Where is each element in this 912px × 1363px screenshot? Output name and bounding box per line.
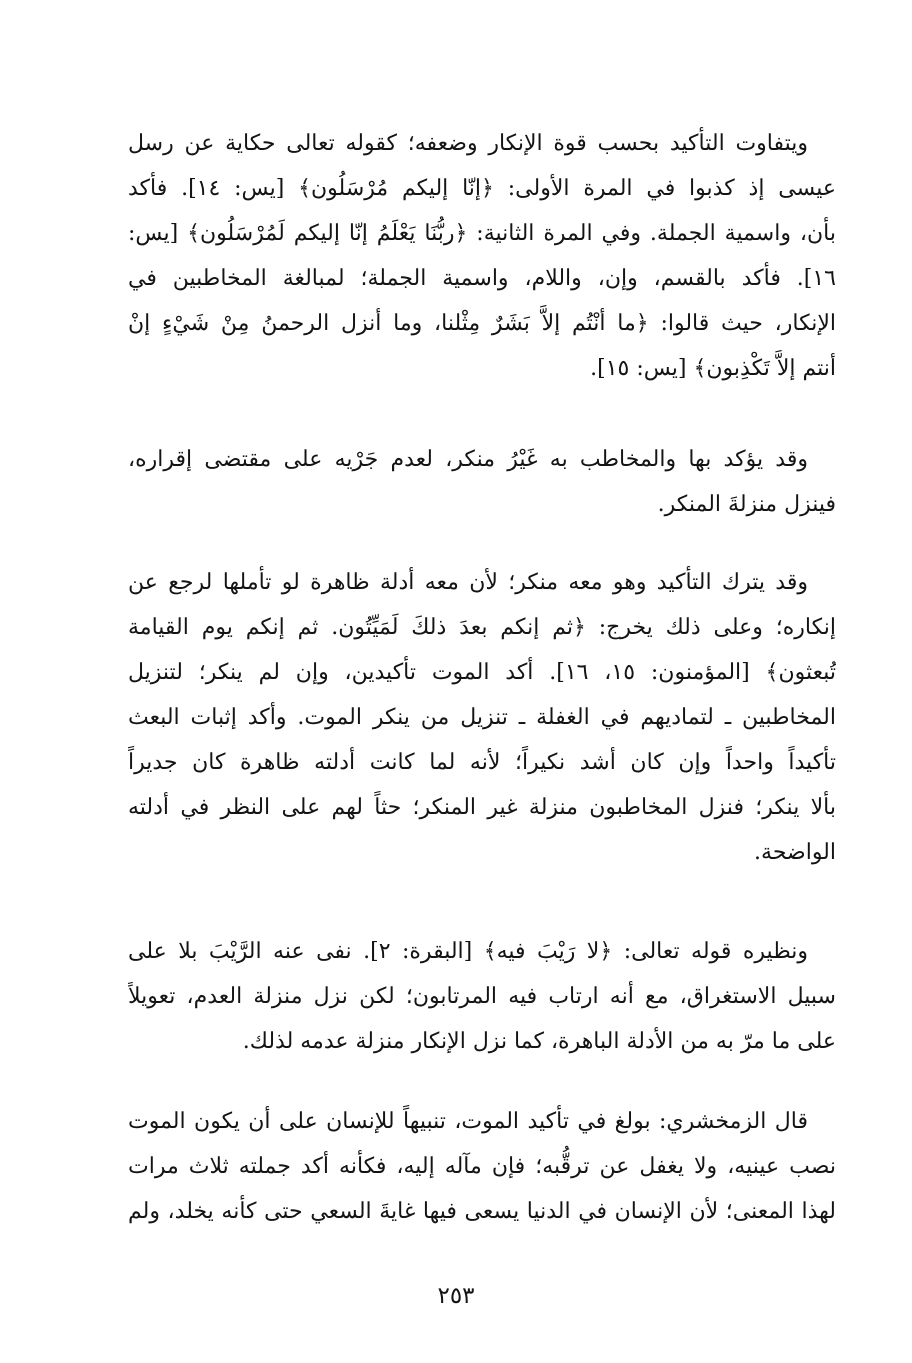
text-line: تأكيداً واحداً وإن كان أشد نكيراً؛ لأنه لما كانت أدلته ظاهرة كان جديراً — [128, 750, 836, 775]
text-line: لهذا المعنى؛ لأن الإنسان في الدنيا يسعى فيها غايةَ السعي حتى كأنه يخلد، ولم — [128, 1199, 836, 1224]
text-line: سبيل الاستغراق، مع أنه ارتاب فيه المرتابون؛ لكن نزل منزلة العدم، تعويلاً — [128, 984, 836, 1009]
text-line: الواضحة. — [754, 840, 836, 865]
paragraph-1 — [128, 121, 836, 391]
text-line: الإنكار، حيث قالوا: ﴿ما أنْتُم إلاَّ بَشَرٌ مِثْلنا، وما أنزل الرحمنُ مِنْ شَيْءٍ إنْ — [128, 311, 836, 336]
text-line: أنتم إلاَّ تَكْذِبون﴾ [يس: ١٥]. — [590, 356, 836, 381]
text-line: عيسى إذ كذبوا في المرة الأولى: ﴿إنّا إليكم مُرْسَلُون﴾ [يس: ١٤]. فأكد — [128, 176, 836, 201]
text-line: قال الزمخشري: بولغ في تأكيد الموت، تنبيهاً للإنسان على أن يكون الموت — [128, 1109, 808, 1134]
paragraph-2 — [128, 437, 836, 527]
text-line: ونظيره قوله تعالى: ﴿لا رَيْبَ فيه﴾ [البقرة: ٢]. نفى عنه الرَّيْبَ بلا على — [128, 939, 808, 964]
text-line: بألا ينكر؛ فنزل المخاطبون منزلة غير المنكر؛ حثاً لهم على النظر في أدلته — [128, 795, 836, 820]
page-number: ٢٥٣ — [437, 1283, 475, 1309]
text-line: إنكاره؛ وعلى ذلك يخرج: ﴿ثم إنكم بعدَ ذلكَ لَمَيِّتُون. ثم إنكم يوم القيامة — [128, 615, 836, 640]
paragraph-4 — [128, 929, 836, 1064]
text-line: وقد يؤكد بها والمخاطب به غَيْرُ منكر، لعدم جَرْيه على مقتضى إقراره، — [128, 447, 808, 472]
text-line: نصب عينيه، ولا يغفل عن ترقُّبه؛ فإن مآله إليه، فكأنه أكد جملته ثلاث مرات — [128, 1154, 836, 1179]
paragraph-5 — [128, 1099, 836, 1234]
text-line: وقد يترك التأكيد وهو معه منكر؛ لأن معه أدلة ظاهرة لو تأملها لرجع عن — [128, 570, 808, 595]
text-line: على ما مرّ به من الأدلة الباهرة، كما نزل الإنكار منزلة عدمه لذلك. — [242, 1029, 836, 1054]
text-line: ١٦]. فأكد بالقسم، وإن، واللام، واسمية الجملة؛ لمبالغة المخاطبين في — [128, 266, 836, 291]
text-line: المخاطبين ـ لتماديهم في الغفلة ـ تنزيل من ينكر الموت. وأكد إثبات البعث — [128, 705, 836, 730]
text-line: تُبعثون﴾ [المؤمنون: ١٥، ١٦]. أكد الموت تأكيدين، وإن لم ينكر؛ لتنزيل — [128, 660, 836, 685]
paragraph-3 — [128, 560, 836, 875]
text-line: ويتفاوت التأكيد بحسب قوة الإنكار وضعفه؛ كقوله تعالى حكاية عن رسل — [128, 131, 808, 156]
text-line: بأن، واسمية الجملة. وفي المرة الثانية: ﴿ربُّنَا يَعْلَمُ إنّا إليكم لَمُرْسَلُون﴾ [يس: — [128, 221, 836, 246]
text-line: فينزل منزلةَ المنكر. — [657, 492, 836, 517]
